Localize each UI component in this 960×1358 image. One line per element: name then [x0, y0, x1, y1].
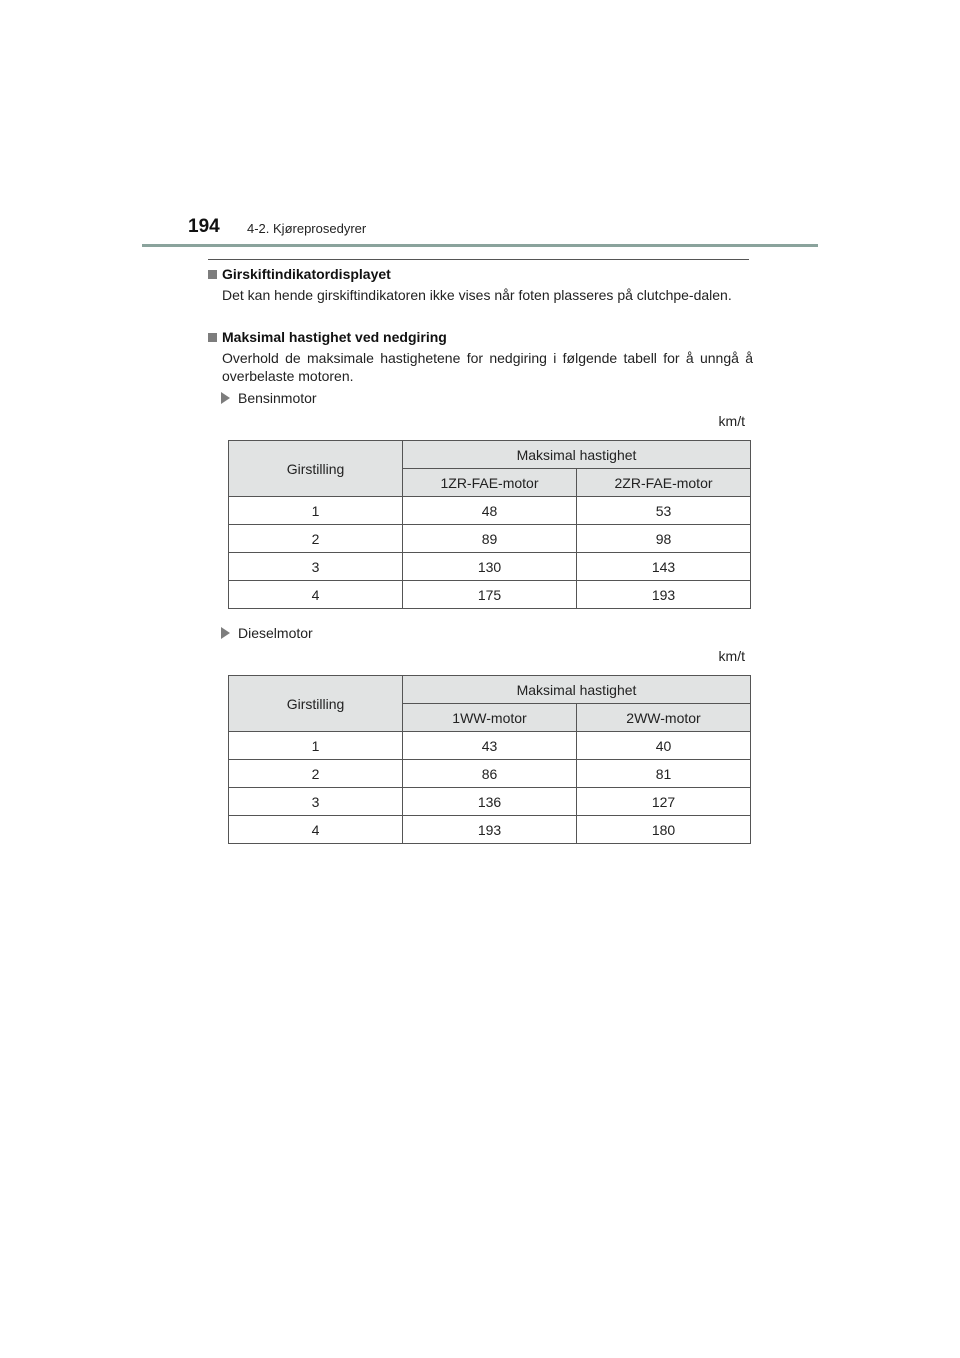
- col-header-gear: Girstilling: [229, 676, 403, 732]
- page-header: [188, 216, 820, 246]
- table-row: [229, 553, 751, 581]
- table-cell: 81: [577, 760, 751, 788]
- table-cell: 127: [577, 788, 751, 816]
- unit-label: km/t: [718, 413, 745, 429]
- table-cell: 193: [403, 816, 577, 844]
- table-cell: 3: [229, 553, 403, 581]
- table-cell: 1: [229, 732, 403, 760]
- table-cell: 48: [403, 497, 577, 525]
- square-bullet-icon: [208, 333, 217, 342]
- subheading-label: Bensinmotor: [238, 390, 317, 406]
- table-row: [229, 788, 751, 816]
- table-cell: 2: [229, 760, 403, 788]
- table-cell: 1: [229, 497, 403, 525]
- engine-header: 2WW-motor: [577, 704, 751, 732]
- diesel-speed-table: [228, 675, 751, 844]
- group-header-max-speed: Maksimal hastighet: [403, 441, 751, 469]
- triangle-bullet-icon: [221, 392, 230, 404]
- table-row: [229, 497, 751, 525]
- section-gear-indicator: [208, 266, 753, 304]
- table-row: [229, 525, 751, 553]
- table-cell: 89: [403, 525, 577, 553]
- table-row: [229, 760, 751, 788]
- subheading-label: Dieselmotor: [238, 625, 313, 641]
- table-cell: 40: [577, 732, 751, 760]
- col-header-gear: Girstilling: [229, 441, 403, 497]
- table-row: [229, 581, 751, 609]
- table-cell: 3: [229, 788, 403, 816]
- table-cell: 130: [403, 553, 577, 581]
- engine-header: 2ZR-FAE-motor: [577, 469, 751, 497]
- table-cell: 86: [403, 760, 577, 788]
- chapter-title: 4-2. Kjøreprosedyrer: [247, 221, 367, 236]
- section-title: Girskiftindikatordisplayet: [222, 266, 391, 282]
- triangle-bullet-icon: [221, 627, 230, 639]
- table-cell: 4: [229, 816, 403, 844]
- petrol-speed-table: [228, 440, 751, 609]
- table-cell: 175: [403, 581, 577, 609]
- table-cell: 4: [229, 581, 403, 609]
- table-row: [229, 732, 751, 760]
- section-title: Maksimal hastighet ved nedgiring: [222, 329, 447, 345]
- table-cell: 53: [577, 497, 751, 525]
- table-cell: 98: [577, 525, 751, 553]
- header-divider: [142, 244, 818, 247]
- section-divider: [208, 259, 749, 260]
- engine-header: 1WW-motor: [403, 704, 577, 732]
- subheading-petrol: [221, 390, 317, 406]
- table-cell: 193: [577, 581, 751, 609]
- table-cell: 143: [577, 553, 751, 581]
- section-max-speed: [208, 329, 753, 385]
- unit-label: km/t: [718, 648, 745, 664]
- table-cell: 136: [403, 788, 577, 816]
- engine-header: 1ZR-FAE-motor: [403, 469, 577, 497]
- table-row: [229, 816, 751, 844]
- table-cell: 43: [403, 732, 577, 760]
- square-bullet-icon: [208, 270, 217, 279]
- group-header-max-speed: Maksimal hastighet: [403, 676, 751, 704]
- page-number: 194: [188, 216, 220, 237]
- section-body: Det kan hende girskiftindikatoren ikke vises når foten plasseres på clutchpe-dalen.: [222, 287, 732, 303]
- section-body: Overhold de maksimale hastighetene for nedgiring i følgende tabell for å unngå å overbelaste motoren.: [222, 350, 753, 384]
- subheading-diesel: [221, 625, 313, 641]
- table-cell: 180: [577, 816, 751, 844]
- table-cell: 2: [229, 525, 403, 553]
